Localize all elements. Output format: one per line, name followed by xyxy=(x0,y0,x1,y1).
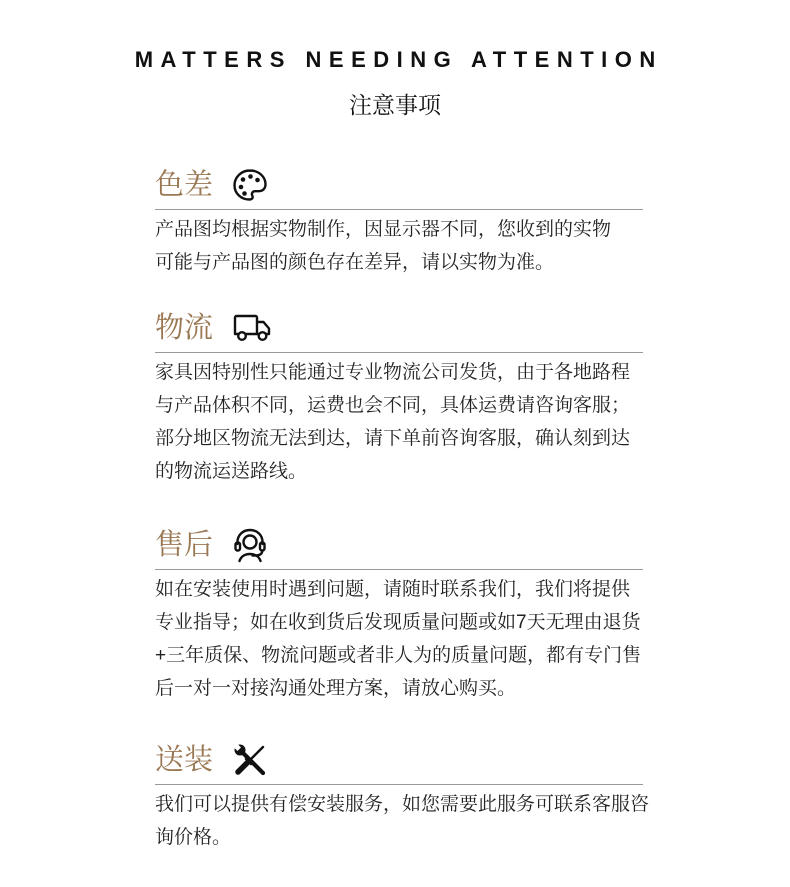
section-delivery-installation xyxy=(155,744,650,854)
section-text-line: 后一对一对接沟通处理方案，请放心购买。 xyxy=(155,678,517,699)
customer-service-headset-icon xyxy=(232,529,268,561)
section-header xyxy=(155,744,643,776)
section-body xyxy=(155,213,643,279)
section-body xyxy=(155,573,643,705)
section-body xyxy=(155,356,643,488)
section-text-line: 的物流运送路线。 xyxy=(155,461,308,482)
section-color-difference xyxy=(155,169,643,279)
section-text-line: 专业指导；如在收到货后发现质量问题或如7天无理由退货 xyxy=(155,612,641,633)
section-text-line: 可能与产品图的颜色存在差异，请以实物为准。 xyxy=(155,252,555,273)
section-divider xyxy=(155,569,643,570)
section-title: 物流 xyxy=(155,312,214,344)
section-text-line: 如在安装使用时遇到问题，请随时联系我们，我们将提供 xyxy=(155,579,631,600)
section-logistics xyxy=(155,312,643,488)
section-text-line: 询价格。 xyxy=(155,827,232,848)
section-header xyxy=(155,529,643,561)
truck-icon xyxy=(232,312,272,344)
palette-icon xyxy=(232,169,268,201)
section-text-line: 家具因特别性只能通过专业物流公司发货，由于各地路程 xyxy=(155,362,631,383)
section-divider xyxy=(155,784,643,785)
section-header xyxy=(155,312,643,344)
section-title: 色差 xyxy=(155,169,214,201)
page-title-chinese: 注意事项 xyxy=(349,92,441,118)
section-text-line: +三年质保、物流问题或者非人为的质量问题，都有专门售 xyxy=(155,645,642,666)
section-title: 售后 xyxy=(155,529,214,561)
section-divider xyxy=(155,209,643,210)
section-text-line: 部分地区物流无法到达，请下单前咨询客服，确认刻到达 xyxy=(155,428,631,449)
section-body xyxy=(155,788,650,854)
section-text-line: 我们可以提供有偿安装服务，如您需要此服务可联系客服咨 xyxy=(155,794,650,815)
section-text-line: 与产品体积不同，运费也会不同，具体运费请咨询客服； xyxy=(155,395,631,416)
section-text-line: 产品图均根据实物制作，因显示器不同，您收到的实物 xyxy=(155,219,612,240)
section-header xyxy=(155,169,643,201)
section-divider xyxy=(155,352,643,353)
section-after-sales xyxy=(155,529,643,705)
wrench-screwdriver-icon xyxy=(232,744,268,776)
page-title-english: MATTERS NEEDING ATTENTION xyxy=(134,47,663,72)
section-title: 送装 xyxy=(155,744,214,776)
